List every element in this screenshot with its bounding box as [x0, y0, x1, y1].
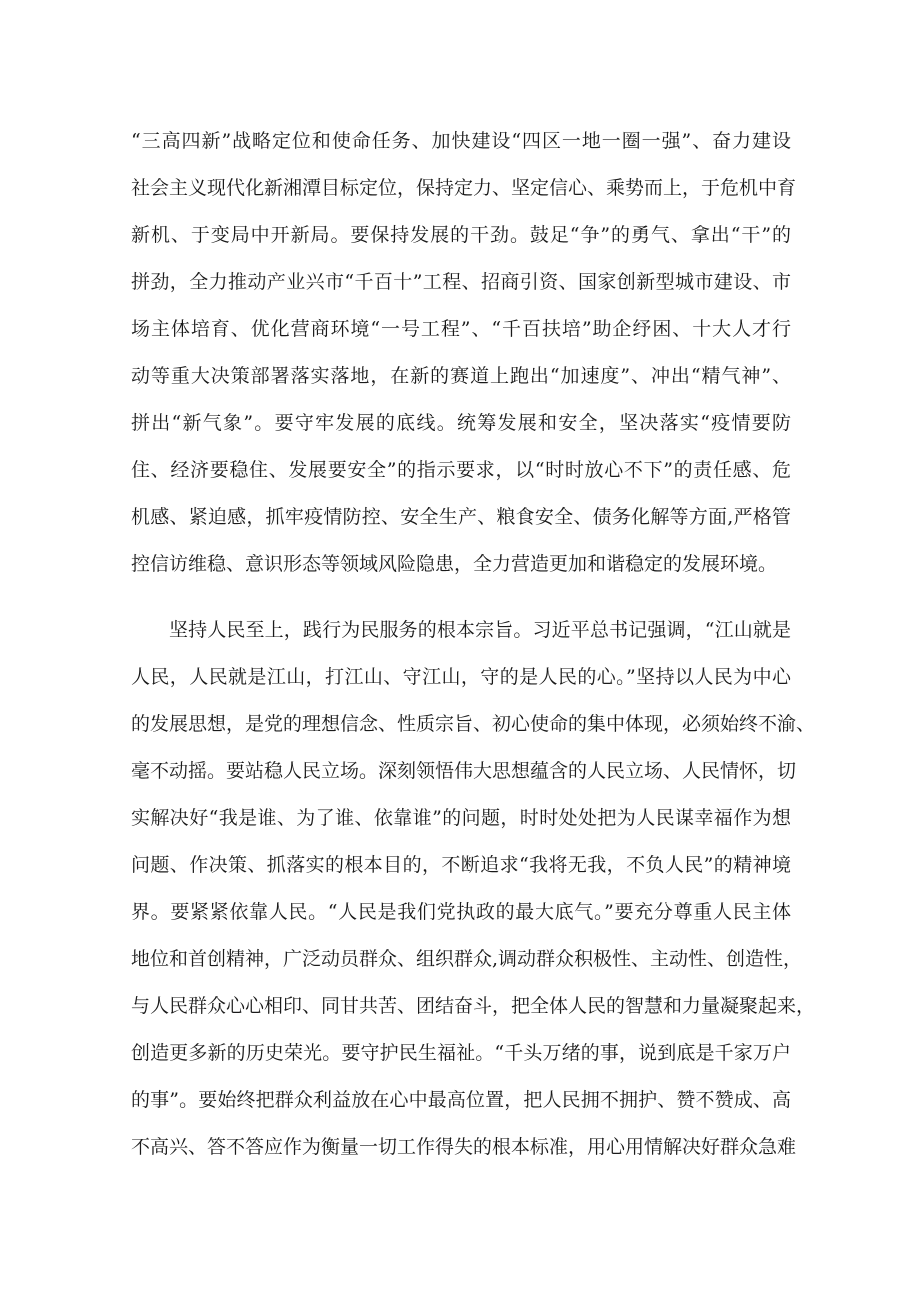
text-line: 社会主义现代化新湘潭目标定位，保持定力、坚定信心、乘势而上，于危机中育 [131, 177, 797, 199]
text-line: 控信访维稳、意识形态等领域风险隐患，全力营造更加和谐稳定的发展环境。 [131, 553, 778, 575]
text-line: 动等重大决策部署落实落地，在新的赛道上跑出“加速度”、冲出“精气神”、 [131, 365, 791, 387]
text-line: 地位和首创精神，广泛动员群众、组织群众,调动群众积极性、主动性、创造性， [131, 948, 803, 970]
text-line: 的发展思想，是党的理想信念、性质宗旨、初心使命的集中体现，必须始终不渝、 [131, 713, 816, 735]
text-line: 不高兴、答不答应作为衡量一切工作得失的根本标准，用心用情解决好群众急难 [131, 1136, 797, 1158]
text-line: 人民，人民就是江山，打江山、守江山，守的是人民的心。”坚持以人民为中心 [131, 666, 791, 688]
text-line: 住、经济要稳住、发展要安全”的指示要求，以“时时放心不下”的责任感、危 [131, 459, 791, 481]
text-line: 问题、作决策、抓落实的根本目的，不断追求“我将无我，不负人民”的精神境 [131, 854, 791, 876]
text-line: 与人民群众心心相印、同甘共苦、团结奋斗，把全体人民的智慧和力量凝聚起来， [131, 995, 816, 1017]
text-line: 创造更多新的历史荣光。要守护民生福祉。“千头万绪的事，说到底是千家万户 [131, 1042, 791, 1064]
text-line: 实解决好“我是谁、为了谁、依靠谁”的问题，时时处处把为人民谋幸福作为想 [131, 807, 791, 829]
text-line: 毫不动摇。要站稳人民立场。深刻领悟伟大思想蕴含的人民立场、人民情怀，切 [131, 760, 797, 782]
text-line: “三高四新”战略定位和使命任务、加快建设“四区一地一圈一强”、奋力建设 [131, 130, 791, 152]
text-line: 机感、紧迫感，抓牢疫情防控、安全生产、粮食安全、债务化解等方面,严格管 [131, 506, 791, 528]
text-line: 界。要紧紧依靠人民。“人民是我们党执政的最大底气。”要充分尊重人民主体 [131, 901, 791, 923]
text-line: 的事”。要始终把群众利益放在心中最高位置，把人民拥不拥护、赞不赞成、高 [131, 1089, 791, 1111]
text-line: 坚持人民至上，践行为民服务的根本宗旨。习近平总书记强调，“江山就是 [169, 619, 791, 641]
text-line: 拼劲，全力推动产业兴市“千百十”工程、招商引资、国家创新型城市建设、市 [131, 271, 791, 293]
text-line: 拼出“新气象”。要守牢发展的底线。统筹发展和安全，坚决落实“疫情要防 [131, 412, 791, 434]
text-line: 场主体培育、优化营商环境“一号工程”、“千百扶培”助企纾困、十大人才行 [131, 318, 791, 340]
text-line: 新机、于变局中开新局。要保持发展的干劲。鼓足“争”的勇气、拿出“干”的 [131, 224, 791, 246]
